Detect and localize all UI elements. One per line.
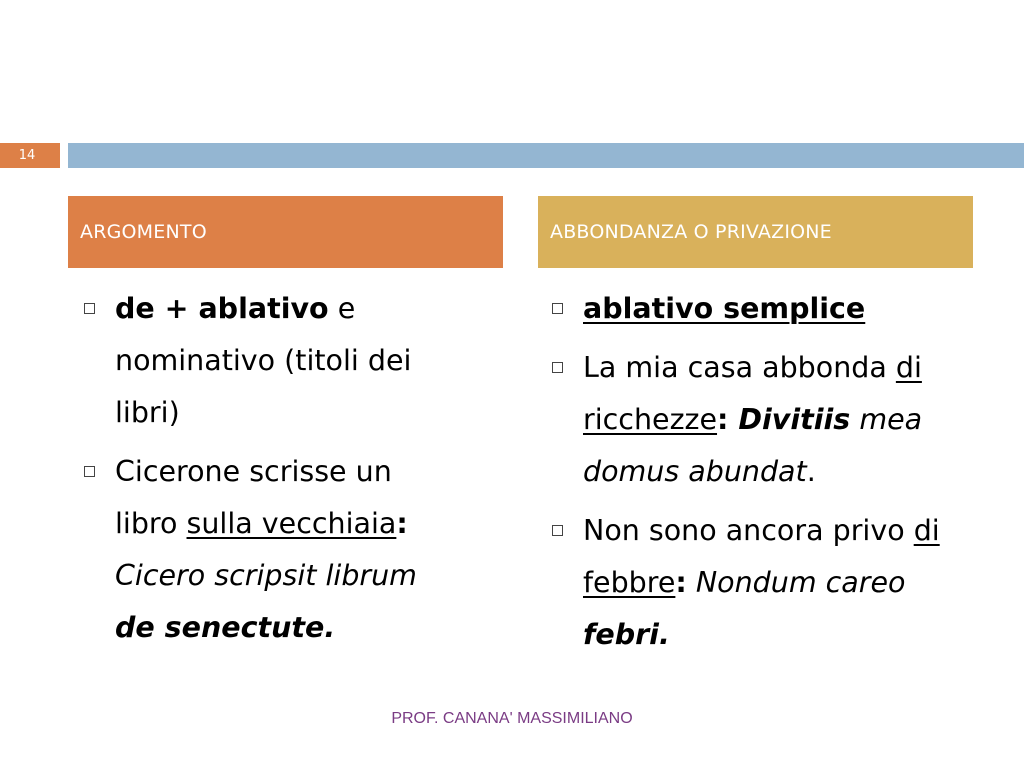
example-text: Cicerone scrisse un libro [115, 455, 392, 540]
header-abbondanza: ABBONDANZA O PRIVAZIONE [538, 196, 973, 268]
list-item [550, 283, 970, 335]
square-bullet-icon [552, 362, 563, 373]
latin-strong: de senectute. [115, 611, 336, 644]
list-item [82, 446, 462, 654]
right-column [550, 283, 970, 668]
latin-text: Nondum careo [686, 566, 906, 599]
rule-strong: de + ablativo [115, 292, 329, 325]
example-colon: : [717, 403, 729, 436]
rule-strong: ablativo semplice [583, 292, 866, 325]
example-colon: : [675, 566, 687, 599]
top-accent-bar [68, 143, 1024, 168]
square-bullet-icon [552, 525, 563, 536]
square-bullet-icon [84, 303, 95, 314]
example-text: La mia casa abbonda [583, 351, 896, 384]
square-bullet-icon [84, 466, 95, 477]
list-item [550, 505, 970, 661]
example-underline: di febbre [583, 514, 940, 599]
example-text: Non sono ancora privo [583, 514, 914, 547]
left-column [82, 283, 462, 661]
header-argomento: ARGOMENTO [68, 196, 503, 268]
square-bullet-icon [552, 303, 563, 314]
rule-text: e nominativo (titoli dei libri) [115, 292, 412, 429]
list-item [550, 342, 970, 498]
latin-strong: febri. [583, 618, 670, 651]
latin-end: . [806, 455, 816, 488]
slide-number: 14 [0, 143, 60, 168]
latin-strong: Divitiis [728, 403, 851, 436]
list-item [82, 283, 462, 439]
latin-text: Cicero scripsit librum [115, 559, 417, 592]
latin-text: mea domus abundat [583, 403, 923, 488]
example-underline: sulla vecchiaia [186, 507, 397, 540]
example-colon: : [396, 507, 408, 540]
example-underline: di ricchezze [583, 351, 922, 436]
footer-author: PROF. CANANA' MASSIMILIANO [391, 710, 633, 727]
